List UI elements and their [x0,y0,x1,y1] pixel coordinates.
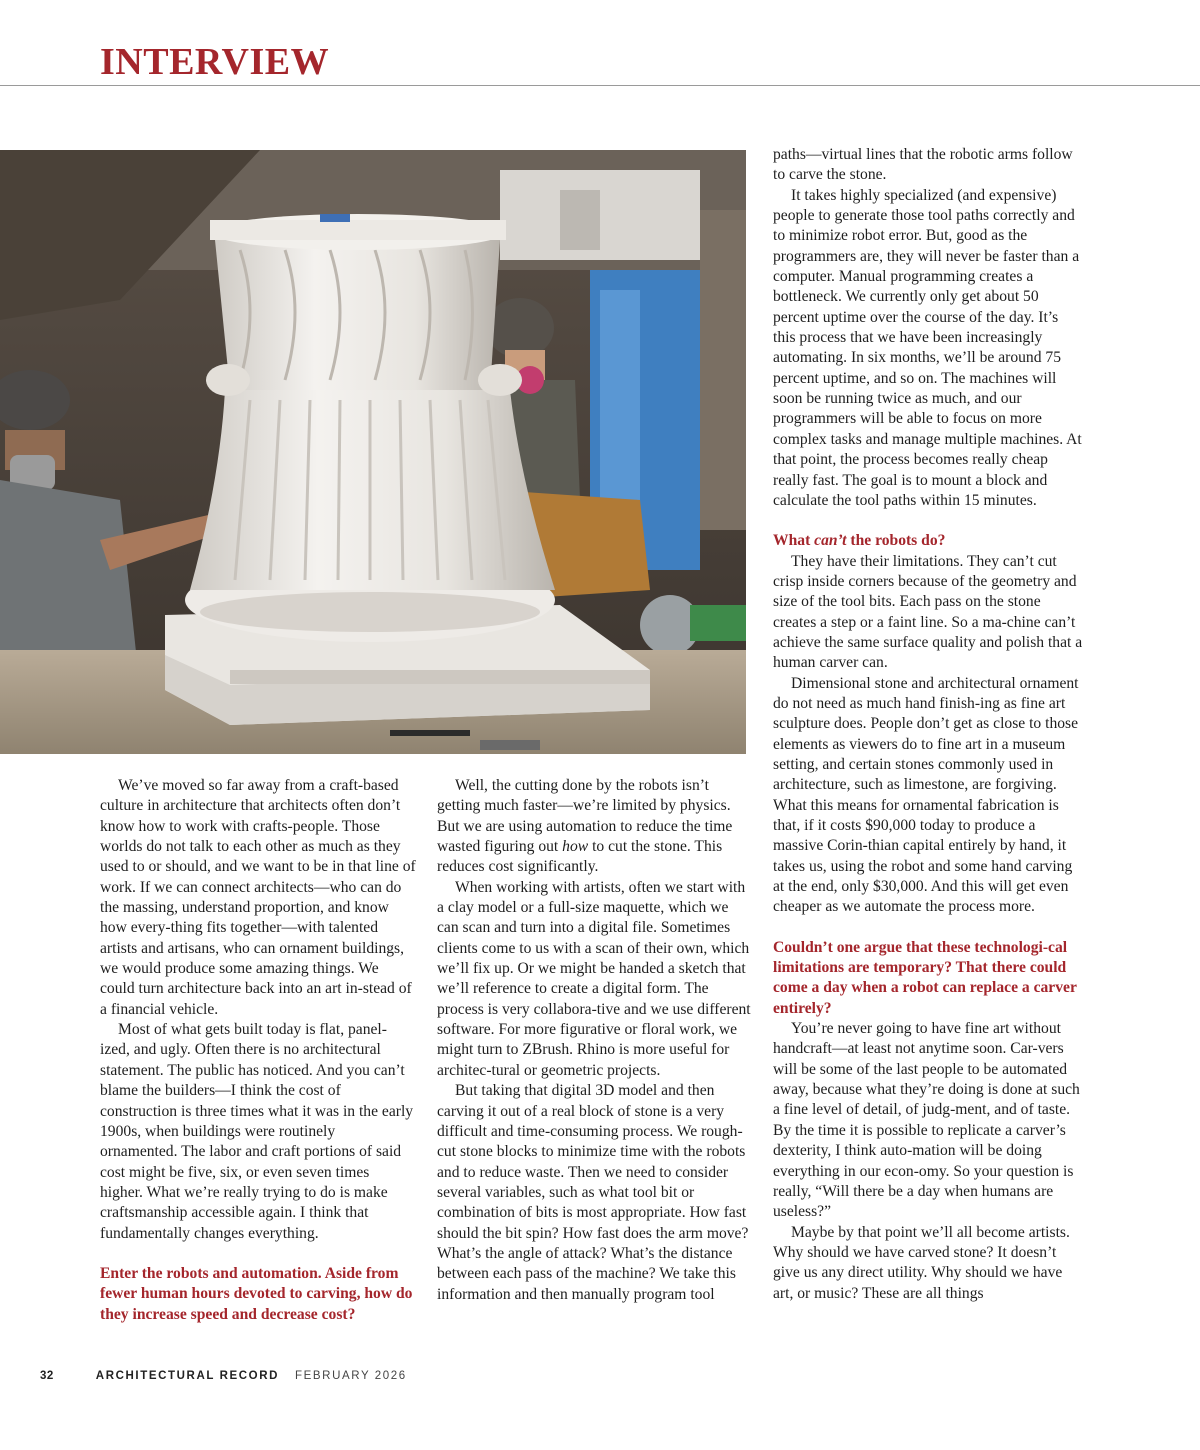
interview-question: Couldn’t one argue that these technologi-cal limitations are temporary? That there could come a day when a robot can replace a carver entirely? [773,938,1077,1017]
body-paragraph: It takes highly specialized (and expensive) people to generate those tool paths correctly and to minimize robot error. But, good as the programmers are, they will never be faster than a computer. Manual programming creates a bottleneck. We currently only get about 50 percent uptime over the course of the day. It’s this process that we have been increasingly automating. In six months, we’ll be around 75 percent uptime, and so on. The machines will soon be running twice as much, and our programmers will be able to focus on more complex tasks and manage multiple machines. At that point, the process becomes really cheap really fast. The goal is to mount a block and calculate the tool paths within 15 minutes. [773,186,1082,509]
section-title: INTERVIEW [100,41,330,83]
magazine-name: ARCHITECTURAL RECORD [95,1370,279,1382]
body-paragraph: You’re never going to have fine art without handcraft—at least not anytime soon. Car-vers will be some of the last people to be automated away, because what they’re doing is done at such a fine level of detail, of judg-ment, and of taste. By the time it is possible to replicate a carver’s dexterity, I think auto-mation will be doing everything in our econ-omy. So your question is really, “Will there be a day when humans are useless?” [773,1020,1080,1221]
body-paragraph: Dimensional stone and architectural ornament do not need as much hand finish-ing as fine art sculpture does. People don’t get as close to those elements as viewers do to fine art in a museum setting, and certain stones commonly used in architecture, such as limestone, are forgiving. What this means for ornamental fabrication is that, if it costs $90,000 today to produce a massive Corin-thian capital entirely by hand, it takes us, using the robot and some hand carving at the end, only $30,000. And this will get even cheaper as we automate the process more. [773,674,1079,916]
body-paragraph: Well, the cutting done by the robots isn’t getting much faster—we’re limited by physics. But we are using automation to reduce the time wasted figuring out how to cut the stone. This reduces cost significantly. [437,777,733,876]
body-paragraph: When working with artists, often we start with a clay model or a full-size maquette, which we can scan and turn into a digital file. Sometimes clients come to us with a scan of their own, which we’ll fix up. Or we might be handed a sketch that we’ll reference to create a digital form. The process is very collabora-tive and we use different software. For more figurative or floral work, we might turn to ZBrush. Rhino is more useful for architec-tural or geometric projects. [437,878,751,1079]
emphasis: can’t [814,532,847,550]
interview-question: Enter the robots and automation. Aside from fewer human hours devoted to carving, how do they increase speed and decrease cost? [100,1264,413,1323]
body-paragraph: Maybe by that point we’ll all become artists. Why should we have carved stone? It doesn’t give us any direct utility. Why should we have art, or music? These are all things [773,1223,1070,1302]
interview-question: What can’t the robots do? [773,532,946,550]
page-footer [40,1370,407,1390]
emphasis: how [562,838,589,856]
text-column-left [100,776,416,1325]
body-paragraph: But taking that digital 3D model and then carving it out of a real block of stone is a very difficult and time-consuming process. We rough-cut stone blocks to minimize time with the robots and to reduce waste. Then we need to consider several variables, such as what tool bit or combination of bits is most appropriate. How fast should the bit spin? How fast does the arm move? What’s the angle of attack? What’s the distance between each pass of the machine? We take this information and then manually program tool [437,1082,749,1303]
body-paragraph: We’ve moved so far away from a craft-based culture in architecture that architects often don’t know how to work with crafts-people. Those worlds do not talk to each other as much as they used to or should, and we want to be in that line of work. If we can connect architects—who can do the massing, understand proportion, and know how every-thing fits together—with talented artists and artisans, who can ornament buildings, we would produce some amazing things. We could turn architecture back into an art in-stead of a financial vehicle. [100,777,416,1018]
body-paragraph: paths—virtual lines that the robotic arms follow to carve the stone. [773,146,1073,184]
issue-date: FEBRUARY 2026 [295,1370,407,1382]
text-column-right [773,145,1083,1304]
body-paragraph: Most of what gets built today is flat, panel-ized, and ugly. Often there is no architectural statement. The public has noticed. And you can’t blame the builders—I think the cost of construction is three times what it was in the early 1900s, when buildings were routinely ornamented. The labor and craft portions of said cost might be five, six, or even seven times higher. What we’re really trying to do is make craftsmanship accessible again. I think that fundamentally changes everything. [100,1021,414,1242]
marble-column-photo [0,150,746,754]
text-column-middle [437,776,753,1305]
body-paragraph: They have their limitations. They can’t cut crisp inside corners because of the geometry and size of the tool bits. Each pass on the stone creates a step or a faint line. So a ma-chine can’t achieve the same surface quality and polish that a human carver can. [773,552,1083,672]
header-divider [0,85,1200,86]
page-number: 32 [40,1370,54,1382]
